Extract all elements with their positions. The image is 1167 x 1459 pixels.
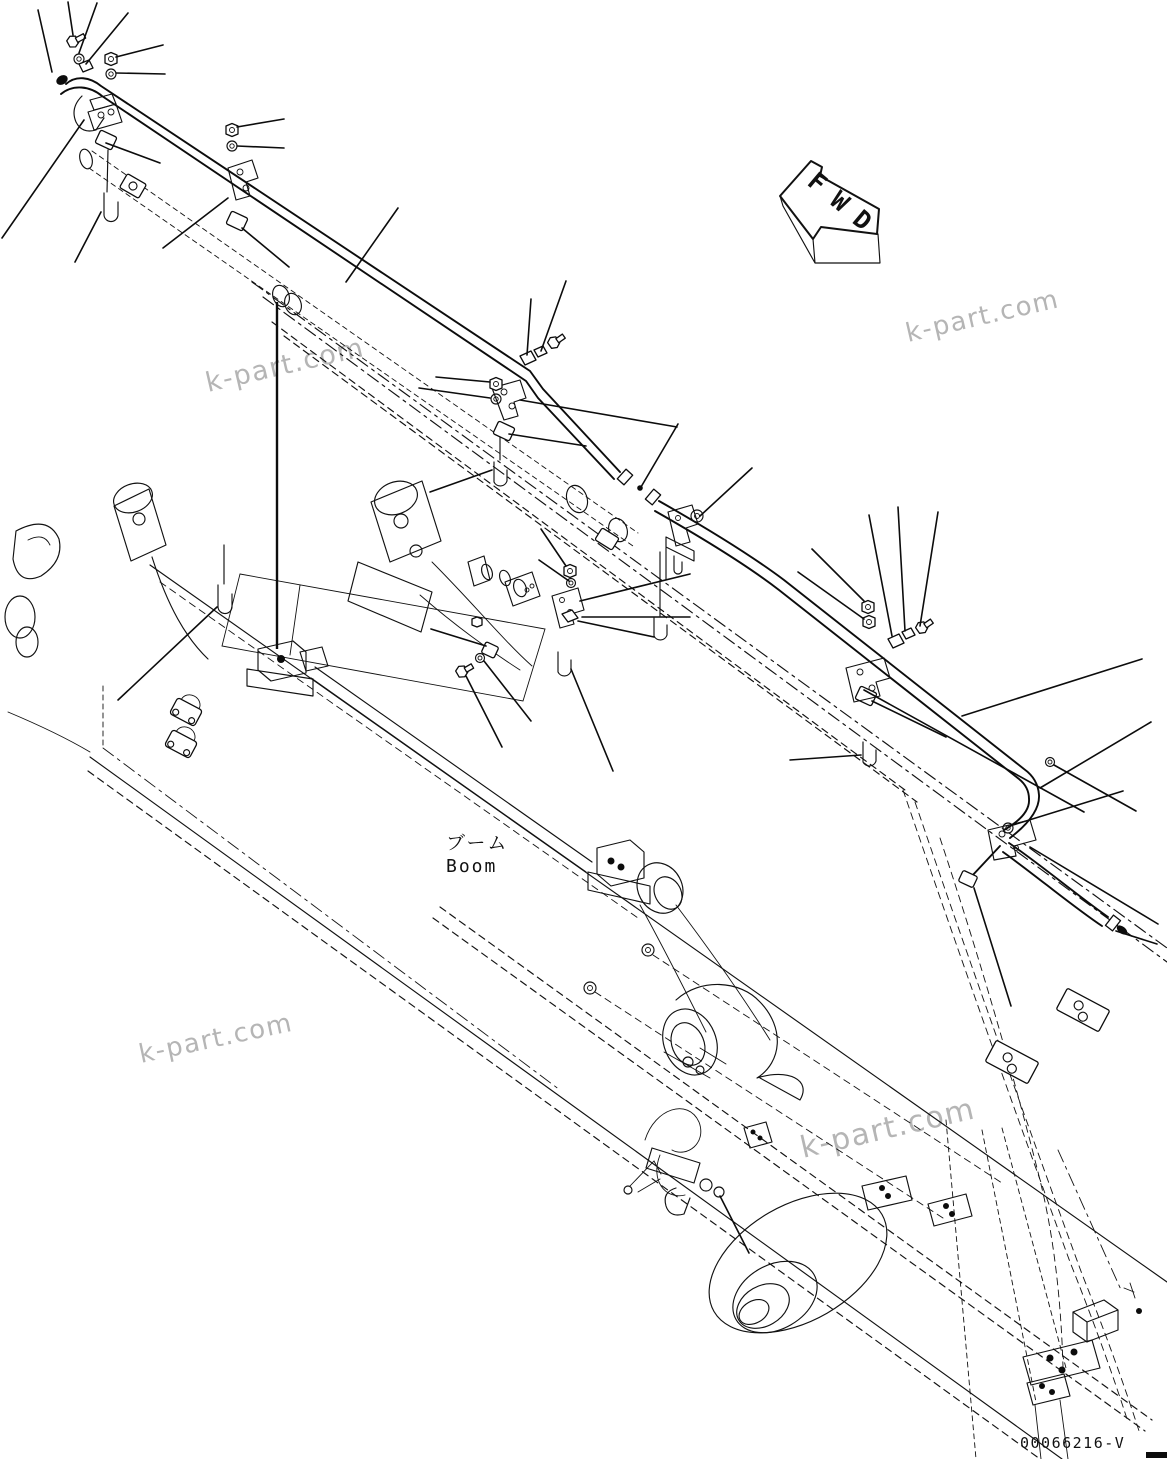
boom-label	[446, 832, 508, 877]
boom-label-english: Boom	[446, 856, 498, 877]
callout-leader-lines	[2, 2, 1158, 1253]
mid-mount-block	[588, 840, 692, 921]
support-brackets	[74, 94, 1036, 860]
boom-foot-clevis	[109, 478, 208, 659]
hanger-hardware	[66, 30, 1055, 888]
wiring-harness	[645, 1109, 724, 1215]
boom-cross-frame	[222, 574, 545, 701]
cylinder-body	[640, 905, 770, 1040]
cylinder-clevis	[348, 475, 532, 670]
drawing-number: 00066216-V	[1020, 1434, 1126, 1452]
watermark-text: k-part.com	[136, 1007, 296, 1070]
cylinder-foot-boss	[685, 1164, 911, 1361]
pipe-fitting-nut	[645, 489, 660, 505]
watermark-text: k-part.com	[202, 332, 368, 399]
boom-foot-boss	[5, 524, 60, 657]
boom-label-japanese: ブーム	[446, 832, 509, 854]
corner-mark	[1146, 1452, 1167, 1458]
tube-clamp-pair	[164, 690, 206, 759]
watermark-text: k-part.com	[902, 284, 1063, 349]
pipe-end-flange	[55, 73, 70, 87]
small-fittings	[624, 1048, 726, 1194]
j-hook-bolts	[104, 150, 876, 766]
watermark-text: k-part.com	[796, 1091, 979, 1166]
cylinder-rod-eye	[653, 984, 803, 1100]
fwd-direction-arrow	[780, 161, 880, 263]
fwd-arrow-label: FWD	[802, 166, 880, 238]
boom-structure	[5, 148, 1167, 1459]
pipe-clamps	[95, 130, 978, 888]
hose-run	[584, 944, 1002, 1218]
hydraulic-pipe	[55, 73, 1129, 936]
clamp-mount-block	[247, 641, 328, 696]
